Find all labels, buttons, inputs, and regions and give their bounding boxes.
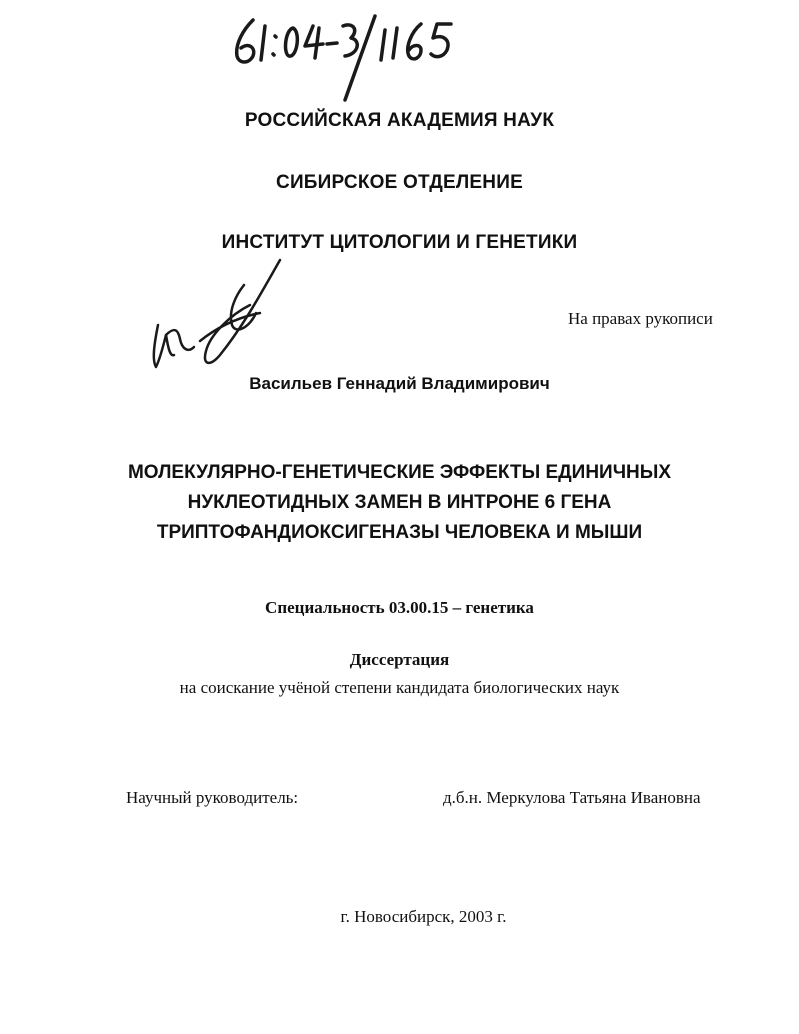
supervisor-name: д.б.н. Меркулова Татьяна Ивановна [443, 788, 701, 807]
place-year: г. Новосибирск, 2003 г. [340, 907, 507, 926]
academy-name: РОССИЙСКАЯ АКАДЕМИЯ НАУК [244, 110, 555, 131]
handwritten-signature [140, 255, 300, 380]
institute-name: ИНСТИТУТ ЦИТОЛОГИИ И ГЕНЕТИКИ [221, 232, 578, 253]
branch-name: СИБИРСКОЕ ОТДЕЛЕНИЕ [276, 172, 523, 193]
title-line-3: ТРИПТОФАНДИОКСИГЕНАЗЫ ЧЕЛОВЕКА И МЫШИ [156, 522, 643, 543]
dissertation-purpose: на соискание учёной степени кандидата биологических наук [179, 678, 620, 697]
supervisor-label: Научный руководитель: [126, 788, 299, 807]
specialty: Специальность 03.00.15 – генетика [265, 598, 534, 617]
dissertation-label: Диссертация [349, 650, 450, 669]
title-line-1: МОЛЕКУЛЯРНО-ГЕНЕТИЧЕСКИЕ ЭФФЕКТЫ ЕДИНИЧНЫХ [127, 462, 672, 483]
manuscript-rights: На правах рукописи [568, 309, 713, 328]
handwritten-archive-number [225, 8, 485, 103]
title-line-2: НУКЛЕОТИДНЫХ ЗАМЕН В ИНТРОНЕ 6 ГЕНА [187, 492, 612, 513]
author-name: Васильев Геннадий Владимирович [249, 374, 550, 393]
